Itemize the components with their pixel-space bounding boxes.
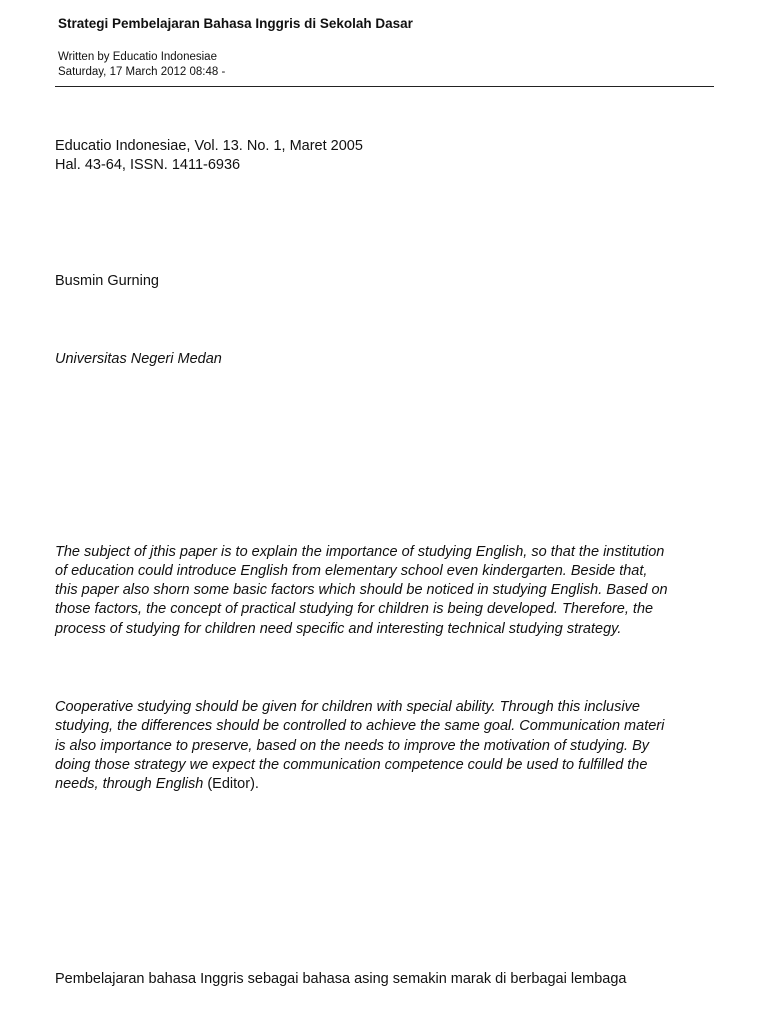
citation-line-1: Educatio Indonesiae, Vol. 13. No. 1, Maret 2005	[55, 138, 363, 154]
author-line: Written by Educatio Indonesiae	[58, 51, 217, 63]
header-divider	[55, 86, 714, 87]
abstract-line: Cooperative studying should be given for children with special ability. Through this inclusive	[55, 699, 640, 715]
abstract-line: those factors, the concept of practical studying for children is being developed. Therefore, the	[55, 601, 654, 617]
abstract-last-line	[55, 776, 259, 792]
body-first-line: Pembelajaran bahasa Inggris sebagai bahasa asing semakin marak di berbagai lembaga	[55, 971, 627, 987]
editor-note: (Editor).	[203, 776, 259, 792]
document-title: Strategi Pembelajaran Bahasa Inggris di Sekolah Dasar	[58, 16, 413, 31]
abstract-line: of education could introduce English from elementary school even kindergarten. Beside that,	[55, 563, 648, 579]
abstract-line: The subject of jthis paper is to explain the importance of studying English, so that the institution	[55, 544, 665, 560]
abstract-line: needs, through English	[55, 776, 204, 792]
citation-line-2: Hal. 43-64, ISSN. 1411-6936	[55, 157, 241, 173]
affiliation: Universitas Negeri Medan	[55, 351, 222, 367]
abstract-line: doing those strategy we expect the communication competence could be used to fulfilled the	[55, 757, 648, 773]
abstract-line: is also importance to preserve, based on the needs to improve the motivation of studying. By	[55, 738, 650, 754]
abstract-line: process of studying for children need specific and interesting technical studying strategy.	[55, 621, 622, 637]
author-name: Busmin Gurning	[55, 273, 159, 289]
abstract-line: this paper also shorn some basic factors which should be noticed in studying English. Based on	[55, 582, 668, 598]
date-line: Saturday, 17 March 2012 08:48 -	[58, 66, 226, 78]
abstract-line: studying, the differences should be controlled to achieve the same goal. Communication materi	[55, 718, 665, 734]
